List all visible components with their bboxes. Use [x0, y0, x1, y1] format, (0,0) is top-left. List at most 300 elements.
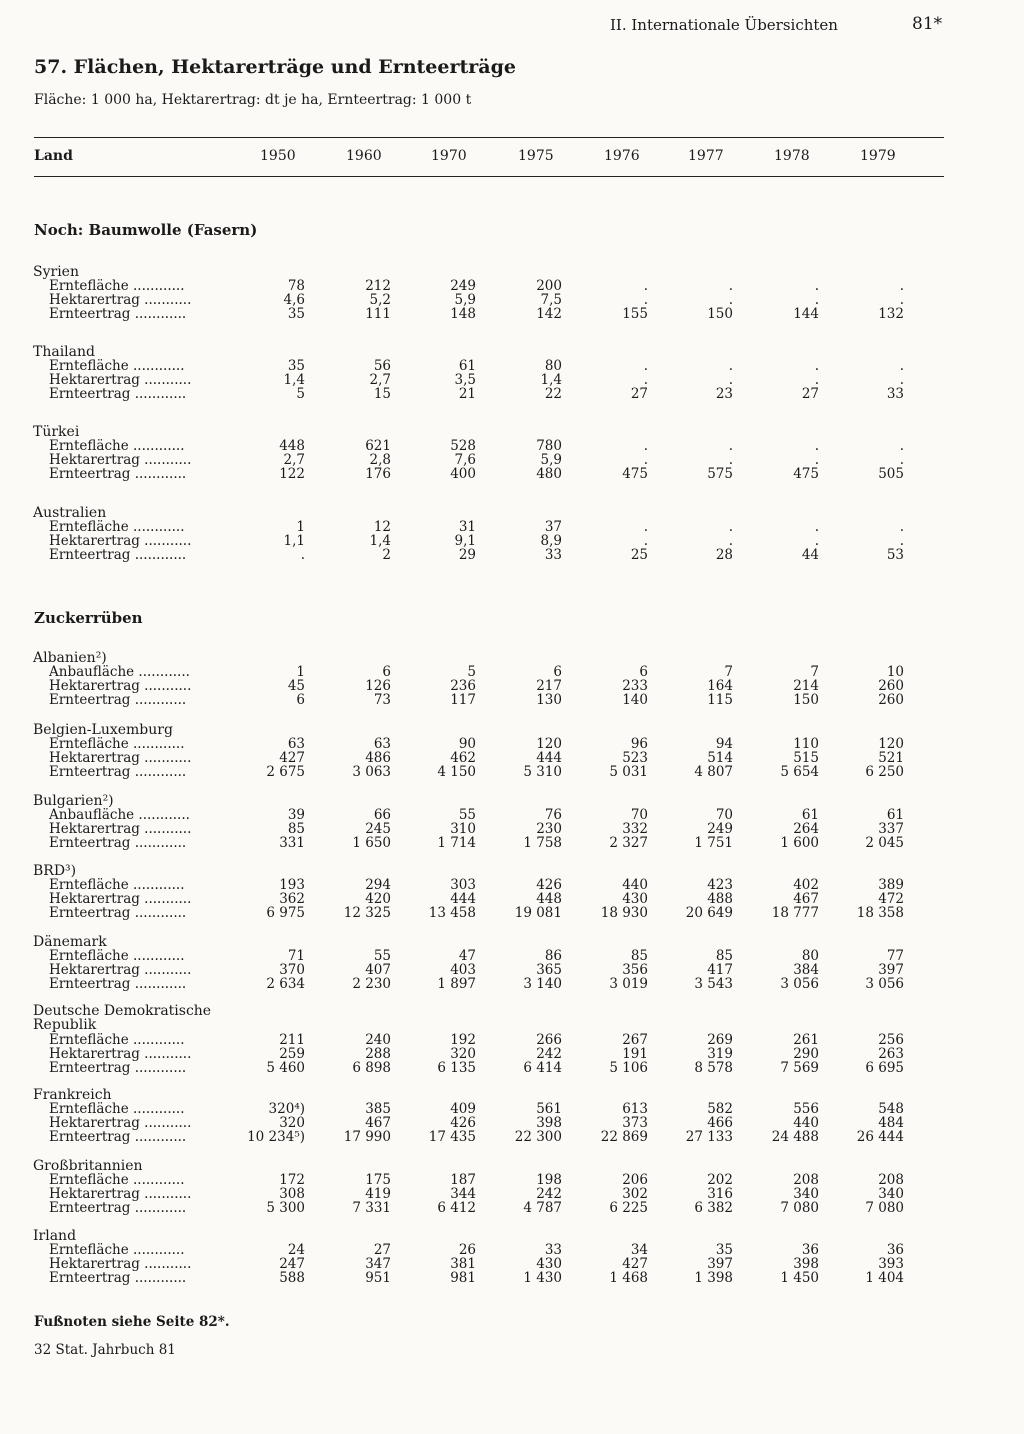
- table-cell: 3 019: [609, 976, 648, 993]
- table-cell: 472: [878, 891, 904, 908]
- table-cell: 362: [279, 891, 305, 908]
- table-cell: 486: [365, 750, 391, 767]
- table-cell: 236: [450, 678, 476, 695]
- country-name: BRD³): [33, 863, 77, 879]
- table-cell: 17 990: [343, 1129, 391, 1146]
- table-cell: 484: [878, 1115, 904, 1132]
- row-label: Hektarertrag ...........: [49, 821, 192, 838]
- table-cell: 5,9: [540, 452, 562, 469]
- table-cell: 1,4: [283, 372, 305, 389]
- table-cell: 398: [793, 1256, 819, 1273]
- table-cell: 6 898: [352, 1060, 391, 1077]
- table-cell: 5 460: [266, 1060, 305, 1077]
- table-cell: 242: [536, 1186, 562, 1203]
- table-cell: 467: [793, 891, 819, 908]
- table-cell: 175: [365, 1172, 391, 1188]
- table-cell: 288: [365, 1046, 391, 1063]
- table-cell: 505: [878, 466, 904, 483]
- table-cell: 27 133: [685, 1129, 733, 1146]
- table-cell: 575: [707, 466, 733, 483]
- table-cell: 23: [715, 386, 733, 403]
- table-cell: .: [728, 452, 733, 469]
- table-cell: 528: [450, 438, 476, 454]
- table-cell: 780: [536, 438, 562, 454]
- country-name: Großbritannien: [33, 1158, 143, 1174]
- row-label: Hektarertrag ...........: [49, 533, 192, 550]
- table-cell: 249: [707, 821, 733, 838]
- page-number: 81*: [912, 14, 943, 34]
- column-header-land: Land: [34, 148, 73, 164]
- table-cell: .: [728, 438, 733, 454]
- table-cell: 7 080: [865, 1200, 904, 1217]
- table-cell: 198: [536, 1172, 562, 1188]
- table-cell: .: [814, 358, 819, 374]
- table-cell: 8,9: [540, 533, 562, 550]
- table-cell: 26: [458, 1242, 476, 1258]
- country-name: Thailand: [33, 344, 95, 360]
- table-cell: 2 327: [609, 835, 648, 852]
- table-cell: 70: [715, 807, 733, 823]
- table-cell: 5 310: [523, 764, 562, 781]
- table-cell: .: [814, 292, 819, 309]
- table-cell: 420: [365, 891, 391, 908]
- table-cell: 122: [279, 466, 305, 483]
- table-cell: 448: [536, 891, 562, 908]
- table-cell: 80: [801, 948, 819, 964]
- row-label: Ernteertrag ............: [49, 1060, 187, 1077]
- table-cell: 85: [630, 948, 648, 964]
- table-cell: 217: [536, 678, 562, 695]
- table-cell: 419: [365, 1186, 391, 1203]
- table-cell: 24 488: [771, 1129, 819, 1146]
- table-cell: 6 382: [694, 1200, 733, 1217]
- table-cell: 310: [450, 821, 476, 838]
- column-header-1970: 1970: [431, 148, 467, 164]
- table-cell: 263: [878, 1046, 904, 1063]
- country-name: Frankreich: [33, 1087, 112, 1103]
- table-cell: 18 930: [600, 905, 648, 922]
- table-cell: 230: [536, 821, 562, 838]
- table-cell: 515: [793, 750, 819, 767]
- row-label: Erntefläche ............: [49, 1242, 185, 1258]
- row-label: Hektarertrag ...........: [49, 372, 192, 389]
- table-cell: 211: [279, 1032, 305, 1048]
- table-cell: 561: [536, 1101, 562, 1117]
- table-cell: 951: [365, 1270, 391, 1287]
- country-name: Türkei: [33, 424, 80, 440]
- table-cell: 398: [536, 1115, 562, 1132]
- table-cell: 426: [536, 877, 562, 893]
- table-cell: 400: [450, 466, 476, 483]
- table-cell: 259: [279, 1046, 305, 1063]
- table-cell: 621: [365, 438, 391, 454]
- table-cell: 5 300: [266, 1200, 305, 1217]
- table-cell: 426: [450, 1115, 476, 1132]
- table-cell: 1: [296, 519, 305, 535]
- table-cell: 28: [715, 547, 733, 564]
- table-cell: 66: [373, 807, 391, 823]
- table-cell: 347: [365, 1256, 391, 1273]
- table-cell: .: [643, 438, 648, 454]
- row-label: Ernteertrag ............: [49, 547, 187, 564]
- table-cell: 6: [296, 692, 305, 709]
- table-cell: 6: [639, 664, 648, 680]
- table-cell: .: [814, 372, 819, 389]
- column-header-1960: 1960: [346, 148, 382, 164]
- table-cell: 514: [707, 750, 733, 767]
- table-cell: 2: [382, 547, 391, 564]
- row-label: Hektarertrag ...........: [49, 452, 192, 469]
- table-cell: 294: [365, 877, 391, 893]
- table-cell: 148: [450, 306, 476, 323]
- table-cell: 548: [878, 1101, 904, 1117]
- table-cell: 45: [287, 678, 305, 695]
- table-cell: 320⁴): [268, 1101, 305, 1117]
- table-cell: .: [899, 533, 904, 550]
- table-cell: 340: [878, 1186, 904, 1203]
- table-cell: 1 430: [523, 1270, 562, 1287]
- table-cell: 356: [622, 962, 648, 979]
- table-cell: 261: [793, 1032, 819, 1048]
- country-name: Syrien: [33, 264, 79, 280]
- table-cell: 63: [287, 736, 305, 752]
- table-cell: 7,5: [540, 292, 562, 309]
- table-cell: 2 634: [266, 976, 305, 993]
- table-cell: 331: [279, 835, 305, 852]
- table-cell: 613: [622, 1101, 648, 1117]
- table-cell: 523: [622, 750, 648, 767]
- table-cell: 3 140: [523, 976, 562, 993]
- table-cell: 12: [373, 519, 391, 535]
- table-cell: 370: [279, 962, 305, 979]
- row-label: Ernteertrag ............: [49, 976, 187, 993]
- table-cell: 1 468: [609, 1270, 648, 1287]
- row-label: Ernteertrag ............: [49, 764, 187, 781]
- table-cell: 36: [886, 1242, 904, 1258]
- table-cell: 150: [707, 306, 733, 323]
- table-cell: 5 106: [609, 1060, 648, 1077]
- table-cell: 9,1: [454, 533, 476, 550]
- table-cell: 397: [878, 962, 904, 979]
- table-cell: .: [643, 519, 648, 535]
- table-cell: 176: [365, 466, 391, 483]
- table-cell: 1 897: [437, 976, 476, 993]
- table-cell: 126: [365, 678, 391, 695]
- row-label: Ernteertrag ............: [49, 386, 187, 403]
- table-cell: 303: [450, 877, 476, 893]
- table-cell: .: [814, 438, 819, 454]
- table-cell: 7,6: [454, 452, 476, 469]
- table-cell: 4 150: [437, 764, 476, 781]
- table-cell: 6 250: [865, 764, 904, 781]
- row-label: Anbaufläche ............: [49, 664, 190, 680]
- table-cell: 1 714: [437, 835, 476, 852]
- table-cell: .: [814, 452, 819, 469]
- table-cell: 373: [622, 1115, 648, 1132]
- table-cell: 34: [630, 1242, 648, 1258]
- table-cell: 308: [279, 1186, 305, 1203]
- table-cell: 1,1: [283, 533, 305, 550]
- table-cell: 2,7: [369, 372, 391, 389]
- table-cell: 18 777: [771, 905, 819, 922]
- country-name: Irland: [33, 1228, 77, 1244]
- row-label: Hektarertrag ...........: [49, 1046, 192, 1063]
- table-cell: 55: [373, 948, 391, 964]
- row-label: Anbaufläche ............: [49, 807, 190, 823]
- table-cell: 144: [793, 306, 819, 323]
- column-header-1979: 1979: [860, 148, 896, 164]
- table-cell: 556: [793, 1101, 819, 1117]
- table-cell: .: [899, 438, 904, 454]
- table-cell: 256: [878, 1032, 904, 1048]
- table-cell: 3 543: [694, 976, 733, 993]
- row-label: Hektarertrag ...........: [49, 750, 192, 767]
- table-cell: 111: [365, 306, 391, 323]
- column-header-1975: 1975: [518, 148, 554, 164]
- table-cell: 22 869: [600, 1129, 648, 1146]
- table-cell: 4 787: [523, 1200, 562, 1217]
- table-cell: 4,6: [283, 292, 305, 309]
- row-label: Hektarertrag ...........: [49, 1256, 192, 1273]
- table-cell: 27: [373, 1242, 391, 1258]
- country-name: Australien: [33, 505, 107, 521]
- table-cell: 6 695: [865, 1060, 904, 1077]
- table-cell: 33: [544, 547, 562, 564]
- table-cell: .: [899, 358, 904, 374]
- table-cell: 5: [467, 664, 476, 680]
- table-cell: 488: [707, 891, 733, 908]
- table-cell: 2 675: [266, 764, 305, 781]
- table-cell: 85: [287, 821, 305, 838]
- table-cell: 403: [450, 962, 476, 979]
- table-cell: 475: [793, 466, 819, 483]
- table-cell: 24: [287, 1242, 305, 1258]
- table-cell: 17 435: [428, 1129, 476, 1146]
- table-cell: 2 230: [352, 976, 391, 993]
- table-cell: 71: [287, 948, 305, 964]
- row-label: Hektarertrag ...........: [49, 1115, 192, 1132]
- table-cell: 423: [707, 877, 733, 893]
- table-cell: 319: [707, 1046, 733, 1063]
- table-cell: 115: [707, 692, 733, 709]
- row-label: Erntefläche ............: [49, 1172, 185, 1188]
- table-cell: 187: [450, 1172, 476, 1188]
- row-label: Erntefläche ............: [49, 358, 185, 374]
- table-cell: 202: [707, 1172, 733, 1188]
- table-cell: 35: [287, 306, 305, 323]
- table-cell: 462: [450, 750, 476, 767]
- table-cell: 33: [544, 1242, 562, 1258]
- table-cell: 80: [544, 358, 562, 374]
- table-cell: 6 225: [609, 1200, 648, 1217]
- table-cell: .: [728, 533, 733, 550]
- table-cell: 427: [622, 1256, 648, 1273]
- table-cell: 6: [382, 664, 391, 680]
- row-label: Erntefläche ............: [49, 278, 185, 294]
- table-cell: 290: [793, 1046, 819, 1063]
- row-label: Ernteertrag ............: [49, 835, 187, 852]
- table-cell: 19 081: [514, 905, 562, 922]
- table-cell: 475: [622, 466, 648, 483]
- table-cell: 155: [622, 306, 648, 323]
- row-label: Erntefläche ............: [49, 1032, 185, 1048]
- table-cell: 5 031: [609, 764, 648, 781]
- table-cell: 140: [622, 692, 648, 709]
- table-cell: 7: [724, 664, 733, 680]
- table-cell: 208: [793, 1172, 819, 1188]
- column-header-1950: 1950: [260, 148, 296, 164]
- column-header-1978: 1978: [774, 148, 810, 164]
- table-cell: 27: [801, 386, 819, 403]
- table-cell: 344: [450, 1186, 476, 1203]
- table-cell: 302: [622, 1186, 648, 1203]
- table-cell: 381: [450, 1256, 476, 1273]
- table-cell: 340: [793, 1186, 819, 1203]
- row-label: Erntefläche ............: [49, 736, 185, 752]
- row-label: Ernteertrag ............: [49, 692, 187, 709]
- table-cell: 467: [365, 1115, 391, 1132]
- table-cell: 249: [450, 278, 476, 294]
- table-cell: 242: [536, 1046, 562, 1063]
- table-cell: .: [899, 519, 904, 535]
- table-cell: .: [899, 278, 904, 294]
- table-cell: .: [899, 372, 904, 389]
- table-cell: 7 569: [780, 1060, 819, 1077]
- table-cell: .: [814, 278, 819, 294]
- table-cell: 417: [707, 962, 733, 979]
- row-label: Ernteertrag ............: [49, 1129, 187, 1146]
- row-label: Erntefläche ............: [49, 877, 185, 893]
- table-cell: 7: [810, 664, 819, 680]
- table-cell: 90: [458, 736, 476, 752]
- table-cell: 6 975: [266, 905, 305, 922]
- table-cell: 393: [878, 1256, 904, 1273]
- table-cell: 132: [878, 306, 904, 323]
- table-cell: 521: [878, 750, 904, 767]
- table-cell: 63: [373, 736, 391, 752]
- table-cell: 61: [801, 807, 819, 823]
- table-cell: 384: [793, 962, 819, 979]
- table-cell: 25: [630, 547, 648, 564]
- table-cell: 15: [373, 386, 391, 403]
- country-name: Deutsche Demokratische Republik: [33, 1003, 212, 1033]
- table-cell: 320: [450, 1046, 476, 1063]
- table-cell: 61: [886, 807, 904, 823]
- table-cell: 22 300: [514, 1129, 562, 1146]
- table-cell: 120: [878, 736, 904, 752]
- section-heading: Zuckerrüben: [34, 609, 143, 627]
- row-label: Erntefläche ............: [49, 438, 185, 454]
- table-cell: 192: [450, 1032, 476, 1048]
- table-cell: 245: [365, 821, 391, 838]
- table-cell: 1 450: [780, 1270, 819, 1287]
- table-cell: 56: [373, 358, 391, 374]
- table-cell: 1 398: [694, 1270, 733, 1287]
- table-cell: 20 649: [685, 905, 733, 922]
- table-cell: 2 045: [865, 835, 904, 852]
- country-name: Bulgarien²): [33, 793, 114, 809]
- row-label: Hektarertrag ...........: [49, 891, 192, 908]
- table-cell: .: [643, 452, 648, 469]
- table-cell: 588: [279, 1270, 305, 1287]
- table-cell: 12 325: [343, 905, 391, 922]
- table-cell: 444: [450, 891, 476, 908]
- table-cell: 10 234⁵): [247, 1129, 305, 1146]
- table-cell: 22: [544, 386, 562, 403]
- table-cell: 73: [373, 692, 391, 709]
- table-cell: 430: [536, 1256, 562, 1273]
- table-cell: 240: [365, 1032, 391, 1048]
- table-cell: 430: [622, 891, 648, 908]
- table-cell: 94: [715, 736, 733, 752]
- table-cell: 29: [458, 547, 476, 564]
- table-cell: 365: [536, 962, 562, 979]
- table-cell: 247: [279, 1256, 305, 1273]
- table-cell: 233: [622, 678, 648, 695]
- table-cell: .: [899, 292, 904, 309]
- table-cell: 21: [458, 386, 476, 403]
- row-label: Ernteertrag ............: [49, 1200, 187, 1217]
- row-label: Hektarertrag ...........: [49, 962, 192, 979]
- table-cell: 409: [450, 1101, 476, 1117]
- table-cell: .: [728, 519, 733, 535]
- table-cell: 267: [622, 1032, 648, 1048]
- table-cell: 200: [536, 278, 562, 294]
- country-name: Belgien-Luxemburg: [33, 722, 173, 738]
- table-cell: 440: [793, 1115, 819, 1132]
- table-cell: 6 412: [437, 1200, 476, 1217]
- table-cell: .: [728, 358, 733, 374]
- row-label: Ernteertrag ............: [49, 1270, 187, 1287]
- table-cell: 191: [622, 1046, 648, 1063]
- table-cell: 3 056: [865, 976, 904, 993]
- table-cell: 264: [793, 821, 819, 838]
- table-cell: 208: [878, 1172, 904, 1188]
- table-cell: 1 650: [352, 835, 391, 852]
- table-cell: .: [643, 292, 648, 309]
- table-cell: .: [643, 358, 648, 374]
- country-name: Albanien²): [33, 650, 107, 666]
- table-cell: 320: [279, 1115, 305, 1132]
- table-cell: 444: [536, 750, 562, 767]
- table-cell: .: [300, 547, 305, 564]
- table-cell: 27: [630, 386, 648, 403]
- table-cell: 4 807: [694, 764, 733, 781]
- table-cell: 47: [458, 948, 476, 964]
- table-cell: 26 444: [856, 1129, 904, 1146]
- table-cell: 193: [279, 877, 305, 893]
- table-cell: 6 414: [523, 1060, 562, 1077]
- table-cell: 402: [793, 877, 819, 893]
- table-cell: 6: [553, 664, 562, 680]
- running-header: II. Internationale Übersichten: [610, 16, 838, 34]
- table-cell: .: [814, 533, 819, 550]
- table-cell: 55: [458, 807, 476, 823]
- table-cell: 5,9: [454, 292, 476, 309]
- table-cell: 5: [296, 386, 305, 403]
- table-cell: 6 135: [437, 1060, 476, 1077]
- table-cell: 36: [801, 1242, 819, 1258]
- table-cell: 332: [622, 821, 648, 838]
- table-cell: .: [728, 372, 733, 389]
- table-cell: 78: [287, 278, 305, 294]
- table-cell: 86: [544, 948, 562, 964]
- table-cell: 266: [536, 1032, 562, 1048]
- row-label: Erntefläche ............: [49, 948, 185, 964]
- section-heading: Noch: Baumwolle (Fasern): [34, 221, 258, 239]
- footnote-reference: Fußnoten siehe Seite 82*.: [34, 1314, 230, 1330]
- table-cell: 1 751: [694, 835, 733, 852]
